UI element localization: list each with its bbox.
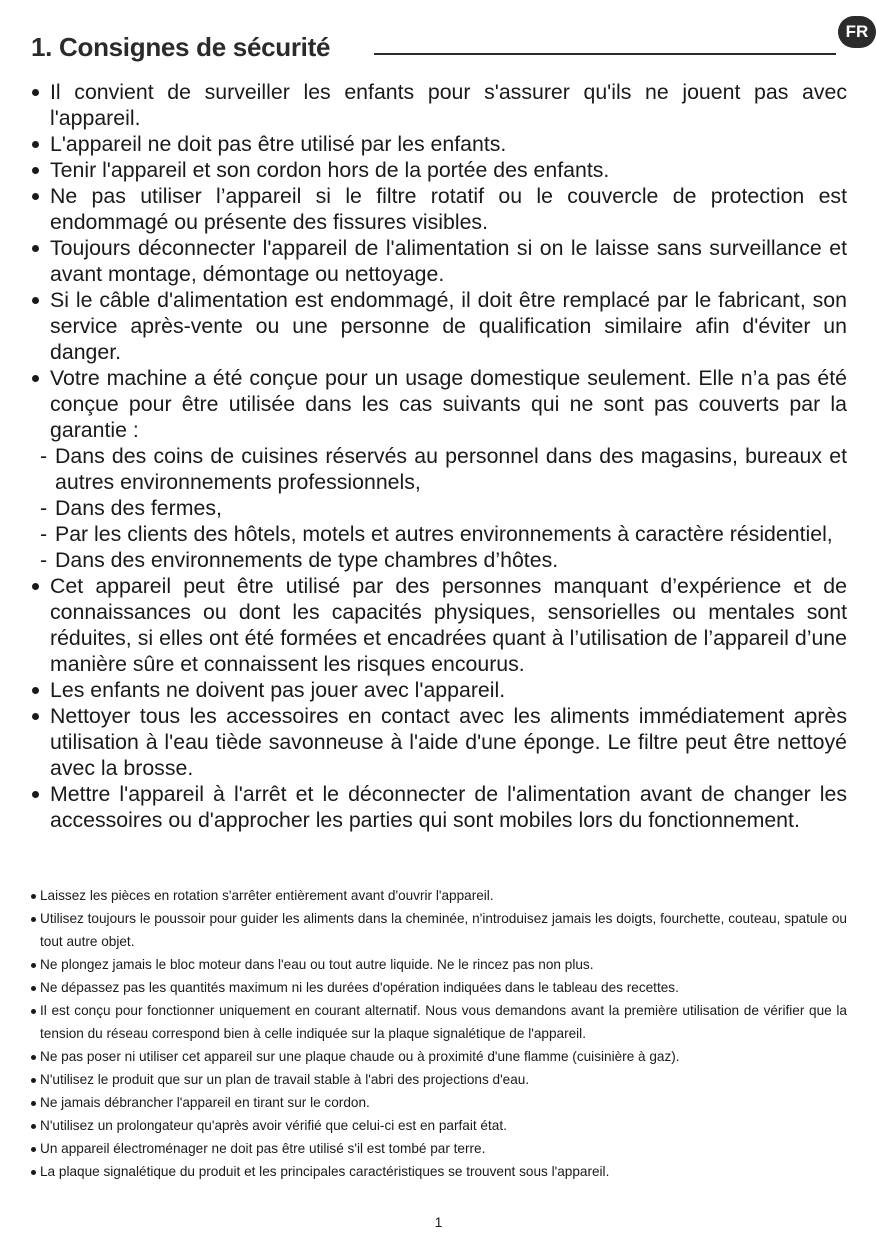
list-item: N'utilisez le produit que sur un plan de travail stable à l'abri des projections d'eau.	[28, 1068, 847, 1091]
list-item-text: Par les clients des hôtels, motels et autres environnements à caractère résidentiel,	[55, 522, 833, 546]
sub-list-item	[28, 443, 847, 495]
list-item	[28, 365, 847, 443]
list-item: Ne dépassez pas les quantités maximum ni les durées d'opération indiquées dans le tableau des recettes.	[28, 976, 847, 999]
list-item	[28, 703, 847, 781]
main-safety-list	[28, 79, 847, 833]
list-item: La plaque signalétique du produit et les principales caractéristiques se trouvent sous l'appareil.	[28, 1160, 847, 1183]
list-item: Ne pas poser ni utiliser cet appareil sur une plaque chaude ou à proximité d'une flamme (cuisinière à gaz).	[28, 1045, 847, 1068]
list-item	[28, 573, 847, 677]
list-item: Il est conçu pour fonctionner uniquement en courant alternatif. Nous vous demandons avant la première utilisation de vérifier que la tension du réseau correspond bien à celle indiquée sur la plaque signalétique de l'appareil.	[28, 999, 847, 1045]
sub-list-item	[28, 547, 847, 573]
dash-marker: -	[40, 548, 48, 572]
list-item-text: Dans des fermes,	[55, 496, 222, 520]
language-badge: FR	[838, 16, 876, 48]
list-item	[28, 131, 847, 157]
additional-safety-list	[28, 884, 847, 1183]
list-item-text: Votre machine a été conçue pour un usage domestique seulement. Elle n’a pas été conçue pour être utilisée dans les cas suivants qui ne sont pas couverts par la garantie :	[50, 366, 847, 442]
list-item: Laissez les pièces en rotation s'arrêter entièrement avant d'ouvrir l'appareil.	[28, 884, 847, 907]
list-item: Ne jamais débrancher l'appareil en tirant sur le cordon.	[28, 1091, 847, 1114]
list-item: N'utilisez un prolongateur qu'après avoir vérifié que celui-ci est en parfait état.	[28, 1114, 847, 1137]
dash-marker: -	[40, 522, 48, 546]
dash-marker: -	[40, 444, 48, 468]
list-item	[28, 781, 847, 833]
section-title: 1. Consignes de sécurité	[31, 32, 331, 62]
list-item-text: Tenir l'appareil et son cordon hors de la portée des enfants.	[50, 158, 610, 182]
list-item-text: Ne pas utiliser l’appareil si le filtre rotatif ou le couvercle de protection est endommagé ou présente des fissures visibles.	[50, 184, 847, 234]
list-item: Utilisez toujours le poussoir pour guider les aliments dans la cheminée, n'introduisez jamais les doigts, fourchette, couteau, spatule ou tout autre objet.	[28, 907, 847, 953]
list-item	[28, 79, 847, 131]
list-item	[28, 235, 847, 287]
list-item: Ne plongez jamais le bloc moteur dans l'eau ou tout autre liquide. Ne le rincez pas non plus.	[28, 953, 847, 976]
list-item	[28, 677, 847, 703]
list-item-text: Mettre l'appareil à l'arrêt et le déconnecter de l'alimentation avant de changer les accessoires ou d'approcher les parties qui sont mobiles lors du fonctionnement.	[50, 782, 847, 832]
list-item	[28, 157, 847, 183]
list-item-text: L'appareil ne doit pas être utilisé par les enfants.	[50, 132, 507, 156]
list-item-text: Dans des coins de cuisines réservés au personnel dans des magasins, bureaux et autres environnements professionnels,	[55, 444, 847, 494]
list-item-text: Nettoyer tous les accessoires en contact avec les aliments immédiatement après utilisation à l'eau tiède savonneuse à l'aide d'une éponge. Le filtre peut être nettoyé avec la brosse.	[50, 704, 847, 780]
list-item-text: Il convient de surveiller les enfants pour s'assurer qu'ils ne jouent pas avec l'appareil.	[50, 80, 847, 130]
dash-marker: -	[40, 496, 48, 520]
title-rule	[374, 53, 836, 55]
page-number: 1	[434, 1214, 443, 1230]
list-item	[28, 287, 847, 365]
list-item-text: Les enfants ne doivent pas jouer avec l'appareil.	[50, 678, 506, 702]
list-item-text: Toujours déconnecter l'appareil de l'alimentation si on le laisse sans surveillance et avant montage, démontage ou nettoyage.	[50, 236, 847, 286]
sub-list-item	[28, 521, 847, 547]
sub-list-item	[28, 495, 847, 521]
list-item: Un appareil électroménager ne doit pas être utilisé s'il est tombé par terre.	[28, 1137, 847, 1160]
list-item	[28, 183, 847, 235]
list-item-text: Cet appareil peut être utilisé par des personnes manquant d’expérience et de connaissances ou dont les capacités physiques, sensorielles ou mentales sont réduites, si elles ont été formées et encadrées quant à l’utilisation de l’appareil d’une manière sûre et connaissent les risques encourus.	[50, 574, 847, 676]
list-item-text: Dans des environnements de type chambres d’hôtes.	[55, 548, 559, 572]
list-item-text: Si le câble d'alimentation est endommagé, il doit être remplacé par le fabricant, son service après-vente ou une personne de qualification similaire afin d'éviter un danger.	[50, 288, 847, 364]
